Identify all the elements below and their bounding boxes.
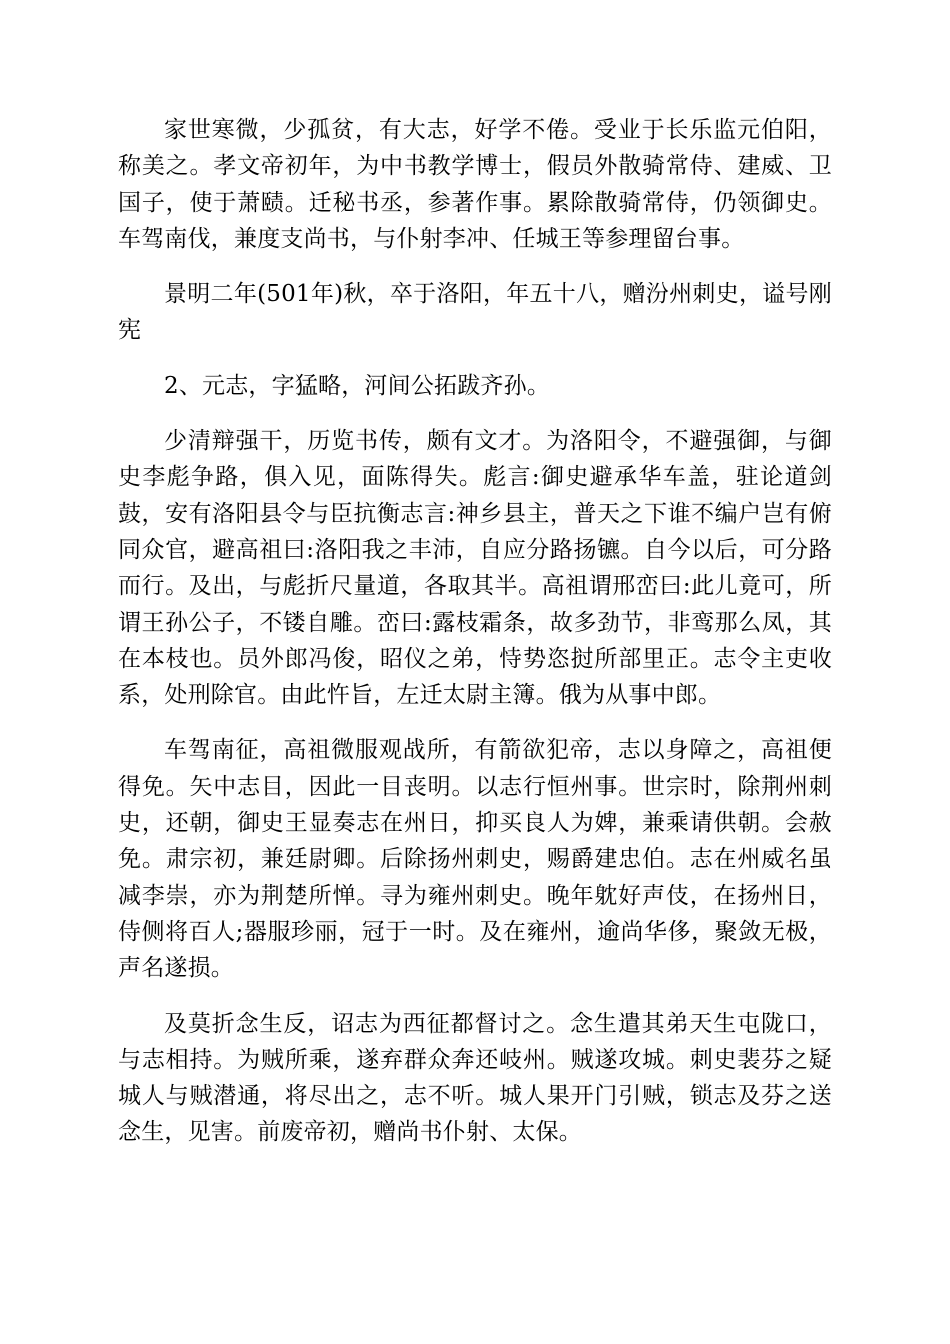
paragraph-family-background: 家世寒微，少孤贫，有大志，好学不倦。受业于长乐监元伯阳，称美之。孝文帝初年，为中书教学博士，假员外散骑常侍、建威、卫国子，使于萧赜。迁秘书丞，参著作事。累除散骑常侍，仍领御史。车驾南伐，兼度支尚书，与仆射李冲、任城王等参理留台事。: [118, 117, 832, 252]
paragraph-early-career: 少清辩强干，历览书传，颇有文才。为洛阳令，不避强御，与御史李彪争路，俱入见，面陈得失。彪言:御史避承华车盖，驻论道剑鼓，安有洛阳县令与臣抗衡志言:神乡县主，普天之下谁不编户岂有俯同众官，避高祖曰:洛阳我之丰沛，自应分路扬镳。自今以后，可分路而行。及出，与彪折尺量道，各取其半。高祖谓邢峦曰:此儿竟可，所谓王孙公子，不镂自雕。峦曰:露枝霜条，故多劲节，非鸾那么凤，其在本枝也。员外郎冯俊，昭仪之弟，恃势恣挝所部里正。志令主吏收系，处刑除官。由此忤旨，左迁太尉主簿。俄为从事中郎。: [118, 428, 832, 709]
paragraph-death-record: 景明二年(501年)秋，卒于洛阳，年五十八，赠汾州刺史，谥号刚宪: [118, 281, 832, 344]
paragraph-rebellion: 及莫折念生反，诏志为西征都督讨之。念生遣其弟天生屯陇口，与志相持。为贼所乘，遂弃群众奔还岐州。贼遂攻城。刺史裴芬之疑城人与贼潜通，将尽出之，志不听。城人果开门引贼，锁志及芬之送念生，见害。前废帝初，赠尚书仆射、太保。: [118, 1010, 832, 1146]
document-body: [118, 112, 832, 1151]
paragraph-southern-campaign: 车驾南征，高祖微服观战所，有箭欲犯帝，志以身障之，高祖便得免。矢中志目，因此一目丧明。以志行恒州事。世宗时，除荆州刺史，还朝，御史王显奏志在州日，抑买良人为婢，兼乘请供朝。会赦免。肃宗初，兼廷尉卿。后除扬州刺史，赐爵建忠伯。志在州威名虽减李崇，亦为荆楚所惮。寻为雍州刺史。晚年躭好声伎，在扬州日，侍侧将百人;器服珍丽，冠于一时。及在雍州，逾尚华侈，聚敛无极，声名遂损。: [118, 737, 832, 982]
paragraph-yuan-zhi-heading: 2、元志，字猛略，河间公拓跋齐孙。: [164, 372, 551, 399]
